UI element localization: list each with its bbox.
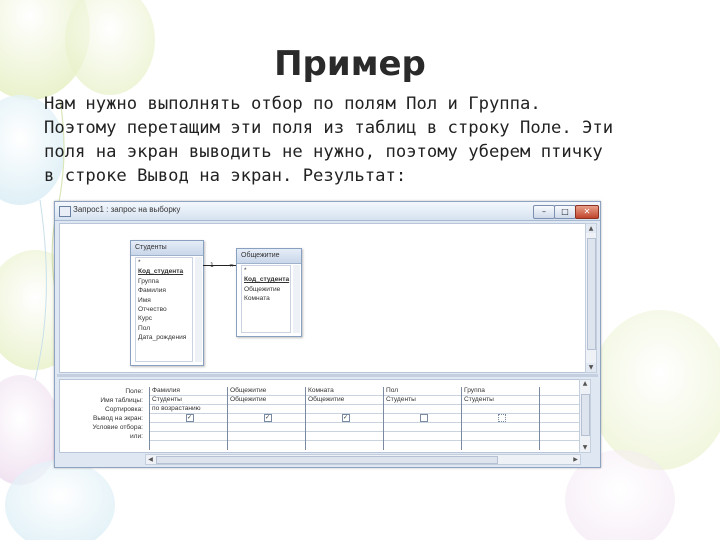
- table-students[interactable]: [130, 240, 204, 366]
- body-line: в строке Вывод на экран. Результат:: [44, 166, 407, 186]
- field-item[interactable]: Фамилия: [138, 287, 166, 295]
- grid-cell-or[interactable]: [540, 432, 580, 441]
- grid-column[interactable]: [227, 387, 305, 450]
- body-line: Нам нужно выполнять отбор по полям Пол и Группа.: [44, 94, 541, 114]
- scroll-down-icon[interactable]: ▼: [586, 363, 596, 372]
- table-students-title[interactable]: Студенты: [131, 241, 203, 256]
- row-label-or: или:: [129, 433, 143, 440]
- table-dormitory-scrollbar[interactable]: [293, 265, 300, 333]
- grid-cell-table[interactable]: Студенты: [384, 396, 461, 405]
- query-design-window: [54, 201, 601, 468]
- row-label-sort: Сортировка:: [104, 406, 143, 413]
- field-item[interactable]: *: [138, 259, 141, 266]
- relationship-one-marker: 1: [210, 262, 214, 269]
- scroll-left-icon[interactable]: ◀: [148, 456, 153, 463]
- field-item-key[interactable]: Код_студента: [138, 268, 184, 276]
- scroll-thumb[interactable]: [581, 394, 590, 436]
- grid-columns: [149, 387, 580, 451]
- grid-row-labels: [60, 387, 146, 441]
- show-checkbox[interactable]: ✓: [186, 415, 193, 421]
- grid-cell-field[interactable]: Пол: [384, 387, 461, 396]
- body-line: поля на экран выводить не нужно, поэтому уберем птичку: [44, 142, 603, 162]
- row-label-table: Имя таблицы:: [100, 397, 143, 404]
- grid-vertical-scrollbar[interactable]: [579, 379, 591, 453]
- grid-cell-criteria[interactable]: [228, 423, 305, 432]
- table-pane-scrollbar[interactable]: [585, 223, 597, 373]
- grid-cell-table[interactable]: Студенты: [462, 396, 539, 405]
- grid-cell-criteria[interactable]: [462, 423, 539, 432]
- grid-cell-sort[interactable]: [384, 405, 461, 414]
- field-item[interactable]: Отчество: [138, 306, 167, 314]
- field-item[interactable]: *: [244, 267, 247, 274]
- grid-cell-sort[interactable]: [306, 405, 383, 414]
- slide-title-text: Пример: [274, 44, 426, 84]
- row-label-show: Вывод на экран:: [93, 415, 143, 422]
- grid-cell-criteria[interactable]: [150, 423, 227, 432]
- row-label-criteria: Условие отбора:: [92, 424, 143, 431]
- grid-cell-field[interactable]: Группа: [462, 387, 539, 396]
- show-checkbox-unchecked[interactable]: [498, 414, 506, 422]
- grid-cell-show[interactable]: [150, 414, 227, 423]
- slide-title: [0, 44, 700, 84]
- row-label-field: Поле:: [125, 388, 143, 395]
- field-item[interactable]: Пол: [138, 324, 151, 332]
- grid-cell-or[interactable]: [462, 432, 539, 441]
- field-item[interactable]: Курс: [138, 315, 153, 323]
- scroll-thumb[interactable]: [587, 238, 596, 350]
- grid-cell-show[interactable]: [228, 414, 305, 423]
- table-dormitory-title[interactable]: Общежитие: [237, 249, 301, 264]
- table-students-fields[interactable]: [135, 257, 193, 362]
- close-button[interactable]: ✕: [575, 205, 599, 219]
- show-checkbox-unchecked[interactable]: [420, 414, 428, 422]
- field-item-key[interactable]: Код_студента: [244, 276, 290, 284]
- grid-cell-criteria[interactable]: [540, 423, 580, 432]
- grid-cell-table[interactable]: Общежитие: [228, 396, 305, 405]
- field-item[interactable]: Имя: [138, 296, 151, 304]
- field-item[interactable]: Дата_рождения: [138, 334, 187, 342]
- grid-cell-field[interactable]: Общежитие: [228, 387, 305, 396]
- show-checkbox[interactable]: ✓: [264, 415, 271, 421]
- scroll-up-icon[interactable]: ▲: [582, 380, 588, 387]
- show-checkbox[interactable]: ✓: [342, 415, 349, 421]
- scroll-right-icon[interactable]: ▶: [573, 456, 578, 463]
- grid-cell-or[interactable]: [384, 432, 461, 441]
- grid-cell-sort[interactable]: [462, 405, 539, 414]
- scroll-thumb[interactable]: [156, 456, 498, 464]
- field-item[interactable]: Группа: [138, 277, 159, 285]
- pane-splitter[interactable]: [57, 374, 598, 377]
- relationship-many-marker: ∞: [229, 262, 234, 269]
- grid-cell-table[interactable]: Студенты: [150, 396, 227, 405]
- minimize-button[interactable]: –: [533, 205, 555, 219]
- query-icon: [59, 206, 71, 217]
- grid-cell-show[interactable]: [540, 414, 580, 423]
- grid-cell-show[interactable]: [462, 414, 539, 423]
- table-pane[interactable]: [59, 223, 586, 373]
- grid-cell-or[interactable]: [306, 432, 383, 441]
- grid-cell-criteria[interactable]: [384, 423, 461, 432]
- design-grid[interactable]: [59, 379, 581, 453]
- scroll-down-icon[interactable]: ▼: [582, 444, 588, 451]
- field-item[interactable]: Комната: [244, 295, 270, 303]
- window-title: Запрос1 : запрос на выборку: [73, 205, 181, 214]
- table-dormitory-fields[interactable]: [241, 265, 291, 333]
- grid-cell-show[interactable]: [384, 414, 461, 423]
- grid-horizontal-scrollbar[interactable]: [145, 454, 581, 465]
- field-item[interactable]: Общежитие: [244, 285, 281, 293]
- grid-cell-or[interactable]: [150, 432, 227, 441]
- table-students-scrollbar[interactable]: [195, 257, 202, 362]
- maximize-button[interactable]: □: [554, 205, 576, 219]
- table-dormitory[interactable]: [236, 248, 302, 337]
- grid-cell-sort[interactable]: [540, 405, 580, 414]
- grid-cell-criteria[interactable]: [306, 423, 383, 432]
- grid-column[interactable]: [149, 387, 227, 450]
- grid-cell-sort[interactable]: [228, 405, 305, 414]
- slide-body: [44, 92, 684, 188]
- window-titlebar[interactable]: [55, 202, 600, 221]
- grid-cell-or[interactable]: [228, 432, 305, 441]
- grid-cell-field[interactable]: [540, 387, 580, 396]
- body-line: Поэтому перетащим эти поля из таблиц в строку Поле. Эти: [44, 118, 614, 138]
- grid-cell-table[interactable]: [540, 396, 580, 405]
- grid-column-empty[interactable]: [539, 387, 580, 450]
- grid-column[interactable]: [461, 387, 539, 450]
- scroll-up-icon[interactable]: ▲: [586, 224, 596, 233]
- grid-column[interactable]: [305, 387, 383, 450]
- grid-cell-table[interactable]: Общежитие: [306, 396, 383, 405]
- grid-cell-sort[interactable]: по возрастанию: [150, 405, 227, 414]
- grid-column[interactable]: [383, 387, 461, 450]
- grid-cell-show[interactable]: [306, 414, 383, 423]
- grid-cell-field[interactable]: Фамилия: [150, 387, 227, 396]
- grid-cell-field[interactable]: Комната: [306, 387, 383, 396]
